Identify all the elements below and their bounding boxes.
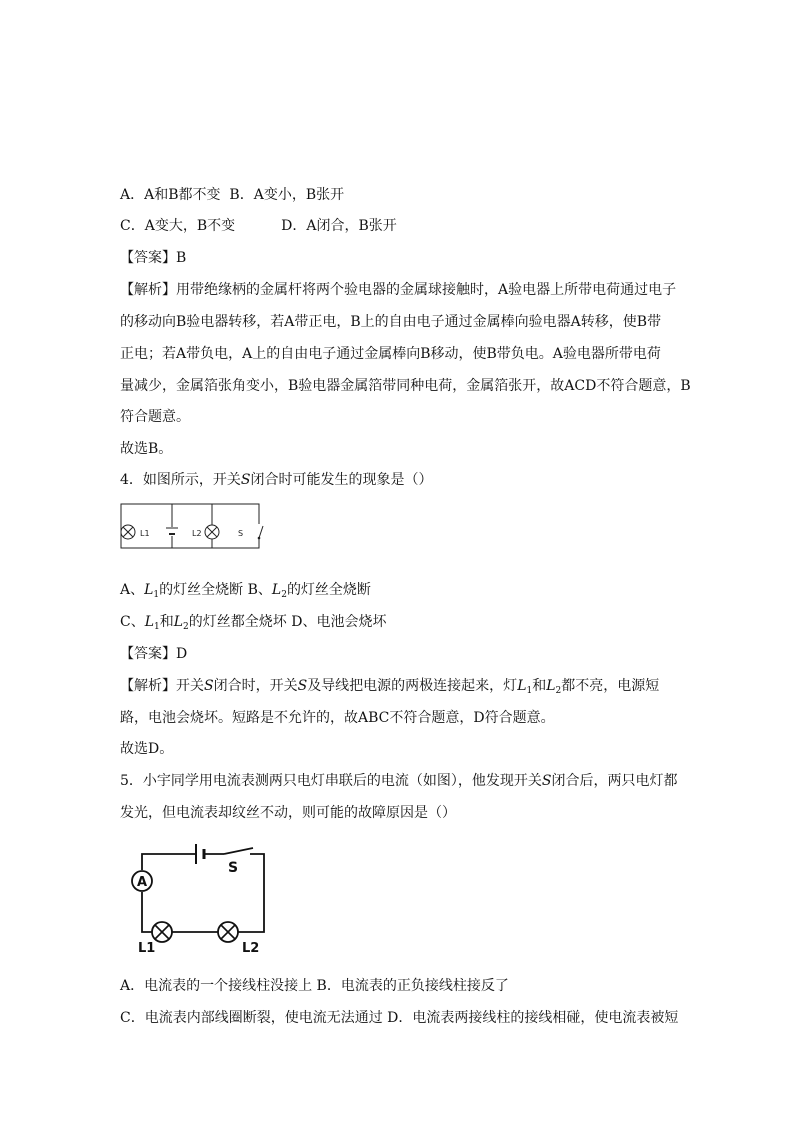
q3-option-c: C．A变大，B不变 — [120, 218, 236, 234]
q5-label-l1: L1 — [138, 941, 156, 956]
q4-options-cd: C、$L_1$和$L_2$的灯丝都全烧坏 D、电池会烧坏 — [120, 614, 387, 632]
q5-lamp-l2-icon — [218, 922, 238, 942]
q5-battery-icon — [196, 844, 204, 864]
q4-switch-icon — [255, 520, 264, 540]
q5-wire-left — [142, 892, 152, 932]
q3-analysis-line-1: 【解析】用带绝缘柄的金属杆将两个验电器的金属球接触时，A验电器上所带电荷通过电子 — [120, 282, 677, 298]
q4-label-l2: L2 — [192, 529, 202, 538]
q4-label-s: S — [238, 529, 244, 538]
q5-options-cd: C．电流表内部线圈断裂，使电流无法通过 D．电流表两接线柱的接线相碰，使电流表被短 — [120, 1010, 679, 1026]
q4-circuit-wire — [121, 504, 259, 548]
q3-answer: 【答案】B — [120, 250, 187, 266]
q3-analysis-label: 【解析】 — [120, 282, 176, 298]
q5-wire-right — [238, 854, 264, 932]
q3-analysis-line-3: 正电；若A带负电，A上的自由电子通过金属棒向B移动，使B带负电。A验电器所带电荷 — [120, 346, 661, 362]
q3-conclusion: 故选B。 — [120, 441, 173, 457]
q4-analysis-line-2: 路，电池会烧坏。短路是不允许的，故ABC不符合题意，D符合题意。 — [120, 710, 555, 726]
q4-label-l1: L1 — [140, 529, 150, 538]
q5-stem-line-1: 5．小宇同学用电流表测两只电灯串联后的电流（如图），他发现开关S闭合后，两只电灯都 — [120, 773, 678, 789]
q3-options-ab — [120, 185, 344, 205]
q5-circuit-diagram — [128, 840, 268, 956]
q3-options-cd — [120, 216, 397, 236]
q4-options-ab: A、$L_1$的灯丝全烧断 B、$L_2$的灯丝全烧断 — [120, 582, 371, 600]
q4-lamp-l2-icon — [205, 525, 219, 539]
q4-stem: 4．如图所示，开关S闭合时可能发生的现象是（） — [120, 472, 433, 488]
q5-wire-top-left — [142, 854, 196, 870]
q4-conclusion: 故选D。 — [120, 741, 174, 757]
q5-ammeter-label: A — [136, 875, 148, 890]
q5-label-l2: L2 — [242, 941, 260, 956]
q5-stem-line-2: 发光，但电流表却纹丝不动，则可能的故障原因是（） — [120, 805, 456, 821]
q5-label-s: S — [228, 860, 239, 876]
q3-option-b: B．A变小，B张开 — [229, 187, 345, 203]
q3-analysis-line-5: 符合题意。 — [120, 409, 190, 425]
q4-battery-icon — [166, 527, 178, 536]
q3-analysis-line-2: 的移动向B验电器转移，若A带正电，B上的自由电子通过金属棒向验电器A转移，使B带 — [120, 314, 662, 330]
q4-circuit-diagram — [120, 494, 270, 554]
q3-option-d: D．A闭合，B张开 — [281, 218, 397, 234]
q5-switch-blade — [224, 848, 253, 854]
q3-option-a: A．A和B都不变 — [120, 187, 221, 203]
q4-analysis-label: 【解析】 — [120, 678, 176, 694]
q3-analysis-line-4: 量减少，金属箔张角变小，B验电器金属箔带同种电荷，金属箔张开，故ACD不符合题意，B — [120, 378, 691, 394]
q4-answer: 【答案】D — [120, 646, 188, 662]
q5-options-ab: A．电流表的一个接线柱没接上 B．电流表的正负接线柱接反了 — [120, 978, 509, 994]
q4-analysis-line-1: 【解析】开关S闭合时，开关S及导线把电源的两极连接起来，灯$L_1$和$L_2$都不亮，电源短 — [120, 678, 660, 696]
q5-lamp-l1-icon — [152, 922, 172, 942]
q4-lamp-l1-icon — [121, 525, 135, 539]
